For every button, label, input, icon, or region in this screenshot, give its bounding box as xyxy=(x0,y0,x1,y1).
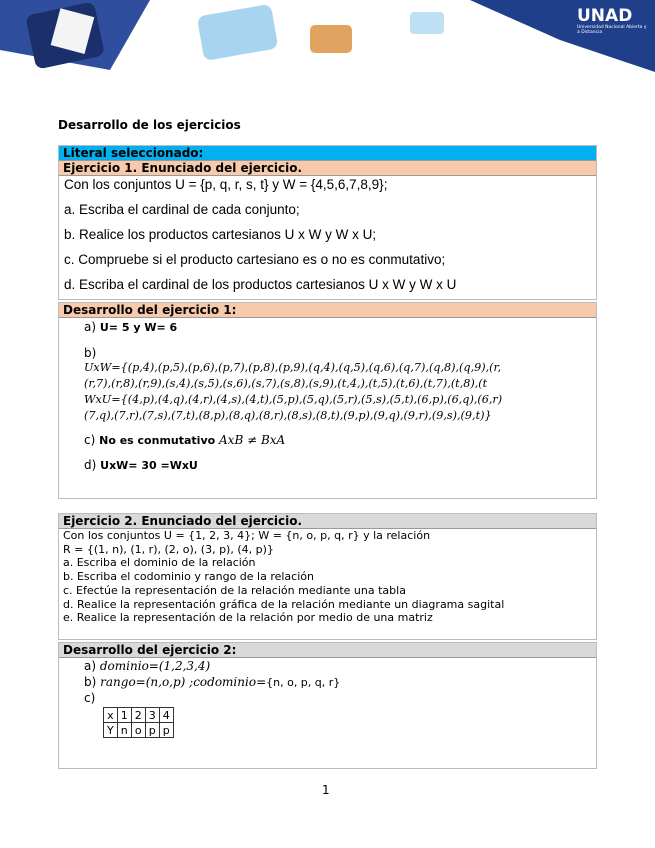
answer-label: a) xyxy=(84,320,97,334)
wxu-line-2: (7,q),(7,r),(7,s),(7,t),(8,p),(8,q),(8,r),(8,s),(8,t),(9,p),(9,q),(9,r),(9,s),(9,t)} xyxy=(84,409,492,422)
answer-c: No es conmutativo xyxy=(99,434,216,447)
statement-line: Con los conjuntos U = {1, 2, 3, 4}; W = {n, o, p, q, r} y la relación xyxy=(63,529,431,542)
exercise-1-statement xyxy=(58,145,597,300)
uxw-line-2: (r,7),(r,8),(r,9),(s,4),(s,5),(s,6),(s,7),(s,8),(s,9),(t,4,),(t,5),(t,6),(t,7),(t,8),(t xyxy=(84,377,488,390)
answer-b-range: rango=(n,o,p) ;codominio= xyxy=(100,675,267,689)
table-cell: p xyxy=(145,723,159,738)
statement-line: b. Realice los productos cartesianos U x W y W x U; xyxy=(64,227,377,242)
answer-b-codomain: {n, o, p, q, r} xyxy=(266,676,341,689)
page-number: 1 xyxy=(322,783,330,797)
answer-label: a) xyxy=(84,659,97,673)
table-cell: o xyxy=(131,723,145,738)
development-1-header: Desarrollo del ejercicio 1: xyxy=(59,303,596,318)
table-cell: 1 xyxy=(117,708,131,723)
table-row xyxy=(104,708,174,723)
exercise-1-development xyxy=(58,302,597,499)
exercise-2-development xyxy=(58,642,597,769)
uxw-line-1: UxW={(p,4),(p,5),(p,6),(p,7),(p,8),(p,9),(q,4),(q,5),(q,6),(q,7),(q,8),(q,9),(r, xyxy=(84,361,502,374)
statement-line: e. Realice la representación de la relación por medio de una matriz xyxy=(63,611,433,625)
table-cell: 2 xyxy=(131,708,145,723)
section-title: Desarrollo de los ejercicios xyxy=(58,118,241,132)
statement-line: c. Efectúe la representación de la relación mediante una tabla xyxy=(63,583,406,597)
answer-c-math: AxB ≠ BxA xyxy=(219,433,286,447)
answer-label: d) xyxy=(84,458,97,472)
wxu-line-1: WxU={(4,p),(4,q),(4,r),(4,s),(4,t),(5,p),(5,q),(5,r),(5,s),(5,t),(6,p),(6,q),(6,r) xyxy=(84,393,503,406)
table-row xyxy=(104,723,174,738)
answer-a: U= 5 y W= 6 xyxy=(99,321,178,334)
statement-line: b. Escriba el codominio y rango de la relación xyxy=(63,570,314,584)
header-graphic xyxy=(0,0,655,78)
header-banner xyxy=(0,0,655,78)
answer-label: b) xyxy=(84,675,97,689)
relation-table xyxy=(103,707,174,738)
table-cell: 4 xyxy=(159,708,173,723)
answer-d: UxW= 30 =WxU xyxy=(100,459,198,472)
exercise-2-header: Ejercicio 2. Enunciado del ejercicio. xyxy=(59,514,596,529)
clipboard-icon xyxy=(197,4,279,61)
literal-header: Literal seleccionado: xyxy=(59,146,596,161)
statement-line: d. Escriba el cardinal de los productos cartesianos U x W y W x U xyxy=(64,277,457,292)
answer-label: c) xyxy=(84,433,96,447)
development-2-header: Desarrollo del ejercicio 2: xyxy=(59,643,596,658)
table-cell: 3 xyxy=(145,708,159,723)
table-cell: Y xyxy=(104,723,118,738)
exercise-2-statement xyxy=(58,513,597,640)
answer-label: b) xyxy=(84,346,97,360)
statement-line: c. Compruebe si el producto cartesiano es o no es conmutativo; xyxy=(64,252,446,267)
statement-line: R = {(1, n), (1, r), (2, o), (3, p), (4, p)} xyxy=(63,542,274,556)
statement-line: a. Escriba el cardinal de cada conjunto; xyxy=(64,202,300,217)
book-icon xyxy=(310,25,352,53)
table-cell: p xyxy=(159,723,173,738)
table-cell: x xyxy=(104,708,118,723)
statement-line: d. Realice la representación gráfica de la relación mediante un diagrama sagital xyxy=(63,597,505,611)
statement-line: Con los conjuntos U = {p, q, r, s, t} y W = {4,5,6,7,8,9}; xyxy=(64,177,388,192)
exercise-1-header: Ejercicio 1. Enunciado del ejercicio. xyxy=(59,161,596,176)
unad-subtitle: Universidad Nacional Abierta y a Distancia xyxy=(577,25,647,35)
answer-label: c) xyxy=(84,691,96,705)
unad-logo: UNAD xyxy=(577,6,633,26)
table-cell: n xyxy=(117,723,131,738)
statement-line: a. Escriba el dominio de la relación xyxy=(63,556,256,570)
answer-a-domain: dominio=(1,2,3,4) xyxy=(99,659,211,673)
